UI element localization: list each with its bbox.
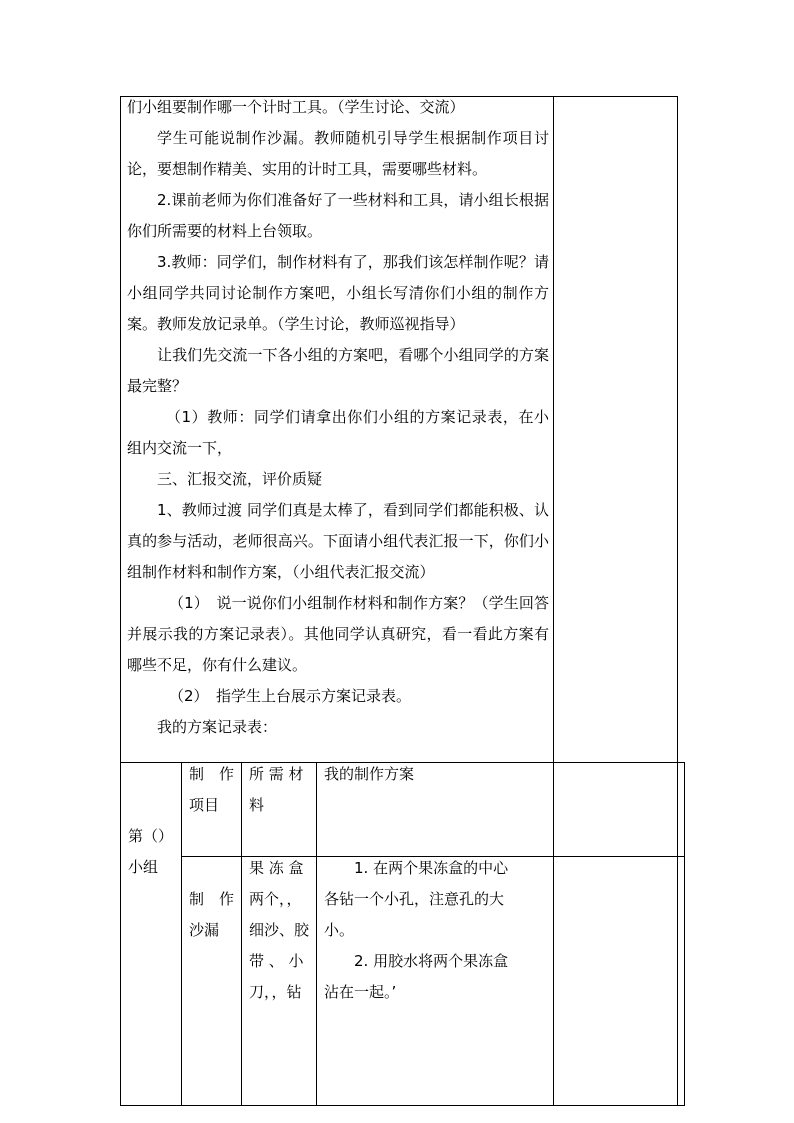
plan-line: 各钻一个小孔，注意孔的大: [324, 890, 505, 908]
materials-line: 细沙、胶: [249, 921, 310, 939]
paragraph: 们小组要制作哪一个计时工具。（学生讨论、交流）: [127, 98, 465, 116]
paragraph: （1） 说一说你们小组制作材料和制作方案？（学生回答并展示我的方案记录表）。其他同学认真研究，看一看此方案有哪些不足，你有什么建议。: [127, 594, 549, 674]
group-label-line2: 小组: [128, 858, 159, 876]
paragraph: （1）教师：同学们请拿出你们小组的方案记录表，在小组内交流一下，: [127, 408, 549, 457]
lower-table-col3-border: [316, 762, 317, 1106]
materials-line: 带 、 小: [249, 952, 304, 970]
paragraph: 1、教师过渡 同学们真是太棒了，看到同学们都能积极、认真的参与活动，老师很高兴。下面请小组代表汇报一下，你们小组制作材料和制作方案，（小组代表汇报交流）: [127, 501, 549, 581]
header-project-line1: 制 作: [189, 765, 235, 783]
header-materials-line2: 料: [249, 796, 265, 814]
plan-cell: [324, 853, 550, 1008]
paragraph: 我的方案记录表：: [157, 718, 278, 736]
materials-line: 果 冻 盒: [249, 859, 304, 877]
paragraph: 2.课前老师为你们准备好了一些材料和工具，请小组长根据你们所需要的材料上台领取。: [127, 191, 549, 240]
project-name-line1: 制 作: [189, 890, 235, 908]
materials-line: 刀，，钻: [249, 983, 302, 1001]
header-materials-line1: 所 需 材: [249, 765, 304, 783]
plan-line: 2. 用胶水将两个果冻盒: [324, 952, 509, 970]
lower-table-col5-border: [677, 762, 678, 1106]
plan-line: 1. 在两个果冻盒的中心: [324, 859, 509, 877]
upper-table-right-border: [677, 96, 678, 762]
group-label-line1: 第（）: [128, 827, 174, 845]
lower-table-left-border: [120, 762, 121, 1106]
plan-line: 小。: [324, 921, 355, 939]
lower-table-col2-border: [241, 762, 242, 1106]
paragraph: 三、汇报交流，评价质疑: [157, 470, 323, 488]
upper-lesson-text: [127, 92, 549, 743]
plan-line: 沾在一起。’: [324, 983, 397, 1001]
materials-cell: [249, 853, 313, 1008]
paragraph: （2） 指学生上台展示方案记录表。: [169, 687, 412, 705]
header-plan: 我的制作方案: [324, 765, 415, 783]
lower-table-bottom-border: [120, 1105, 685, 1106]
upper-table-middle-border: [553, 96, 554, 762]
header-project-line2: 项目: [189, 796, 220, 814]
upper-table-left-border: [120, 96, 121, 762]
lower-table-col1-border: [181, 762, 182, 1106]
paragraph: 学生可能说制作沙漏。教师随机引导学生根据制作项目讨论，要想制作精美、实用的计时工具，需要哪些材料。: [127, 129, 549, 178]
paragraph: 让我们先交流一下各小组的方案吧，看哪个小组同学的方案最完整？: [127, 346, 549, 395]
project-name-line2: 沙漏: [189, 921, 220, 939]
paragraph: 3.教师：同学们，制作材料有了，那我们该怎样制作呢？请小组同学共同讨论制作方案吧，小组长写清你们小组的制作方案。教师发放记录单。（学生讨论，教师巡视指导）: [127, 253, 549, 333]
lower-table-right-border: [684, 762, 685, 1106]
lower-table-col4-border: [553, 762, 554, 1106]
materials-line: 两个，，: [249, 890, 302, 908]
